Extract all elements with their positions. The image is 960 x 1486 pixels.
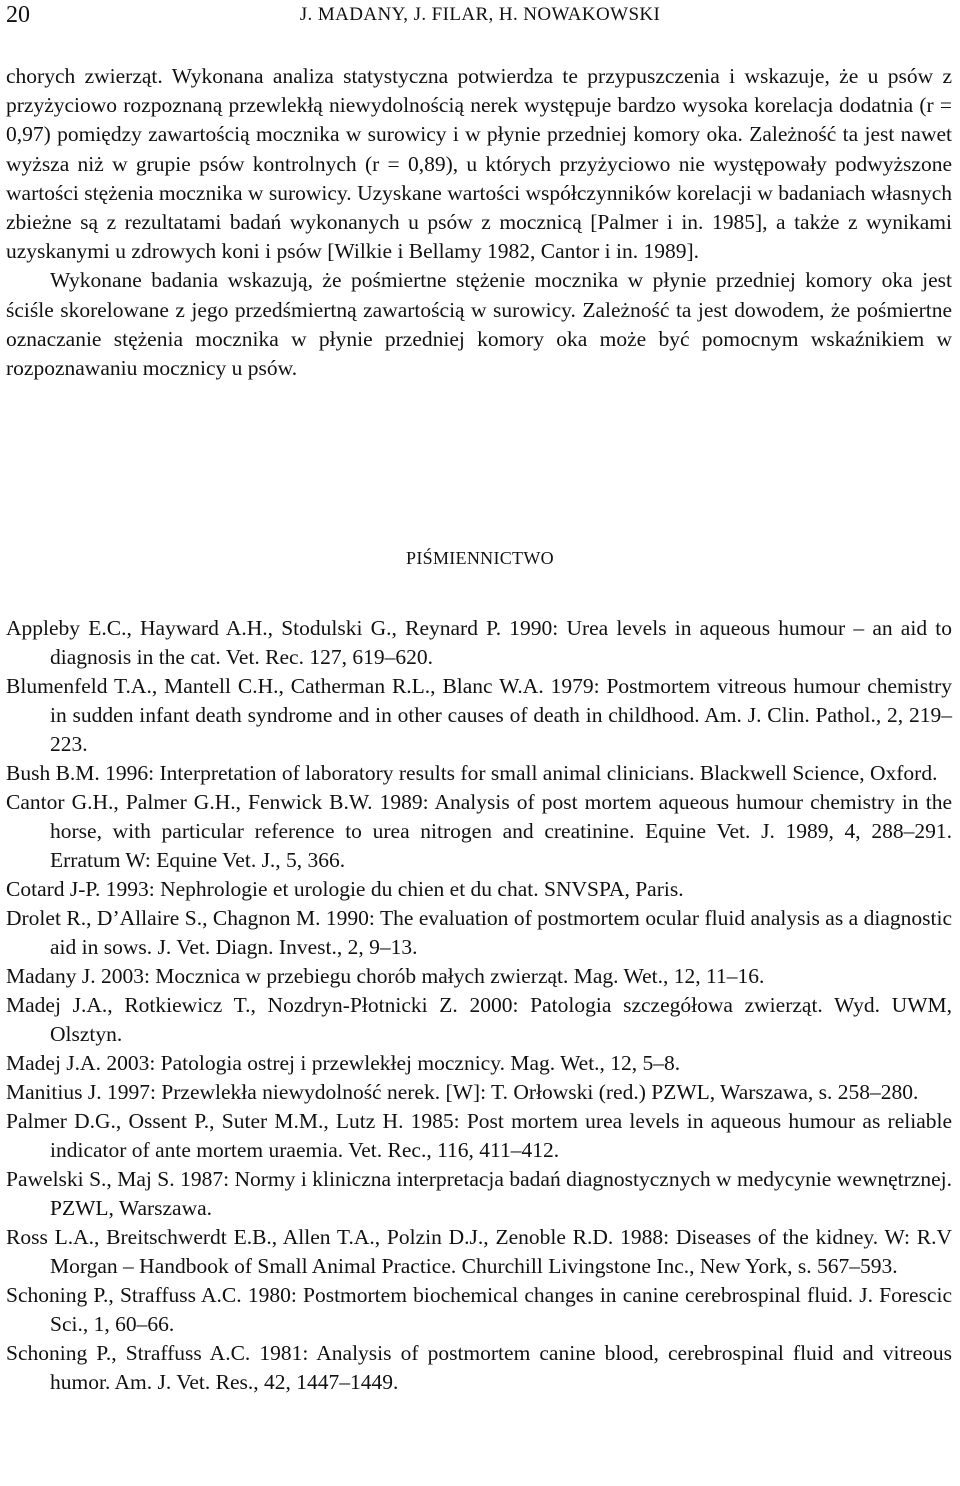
reference-item: Schoning P., Straffuss A.C. 1981: Analysis of postmortem canine blood, cerebrospinal fluid and vitreous humor. Am. J. Vet. Res., 42, 1447–1449. [6, 1341, 952, 1394]
paragraph: chorych zwierząt. Wykonana analiza statystyczna potwierdza te przypuszczenia i wskazuje, że u psów z przyżyciowo rozpoznaną przewlekłą niewydolnością nerek występuje bardzo wysoka korelacja dodatnia (r = 0,97) pomiędzy zawartością mocznika w surowicy i w płynie przedniej komory oka. Zależność ta jest nawet wyższa niż w grupie psów kontrolnych (r = 0,89), u których przyżyciowo nie występowały podwyższone wartości stężenia mocznika w surowicy. Uzyskane wartości współczynników korelacji w badaniach własnych zbieżne są z rezultatami badań wykonanych u psów z mocznicą [Palmer i in. 1985], a także z wynikami uzyskanymi u zdrowych koni i psów [Wilkie i Bellamy 1982, Cantor i in. 1989]. [6, 64, 952, 264]
reference-item: Schoning P., Straffuss A.C. 1980: Postmortem biochemical changes in canine cerebrospinal fluid. J. Forescic Sci., 1, 60–66. [6, 1283, 952, 1336]
reference-item: Ross L.A., Breitschwerdt E.B., Allen T.A., Polzin D.J., Zenoble R.D. 1988: Diseases of the kidney. W: R.V Morgan – Handbook of Small Animal Practice. Churchill Livingstone Inc., New York, s. 567–593. [6, 1225, 952, 1278]
reference-item: Drolet R., D’Allaire S., Chagnon M. 1990: The evaluation of postmortem ocular fluid analysis as a diagnostic aid in sows. J. Vet. Diagn. Invest., 2, 9–13. [6, 906, 952, 959]
reference-item: Palmer D.G., Ossent P., Suter M.M., Lutz H. 1985: Post mortem urea levels in aqueous humour as reliable indicator of ante mortem uraemia. Vet. Rec., 116, 411–412. [6, 1109, 952, 1162]
reference-item: Blumenfeld T.A., Mantell C.H., Catherman R.L., Blanc W.A. 1979: Postmortem vitreous humour chemistry in sudden infant death syndrome and in other causes of death in childhood. Am. J. Clin. Pathol., 2, 219–223. [6, 674, 952, 756]
page-header [0, 0, 960, 40]
references-heading: PIŚMIENNICTWO [406, 548, 554, 568]
page-number: 20 [6, 2, 30, 28]
reference-list [6, 614, 952, 1397]
reference-item: Pawelski S., Maj S. 1987: Normy i kliniczna interpretacja badań diagnostycznych w medycynie wewnętrznej. PZWL, Warszawa. [6, 1167, 952, 1220]
reference-item: Cantor G.H., Palmer G.H., Fenwick B.W. 1989: Analysis of post mortem aqueous humour chemistry in the horse, with particular reference to urea nitrogen and creatinine. Equine Vet. J. 1989, 4, 288–291. Erratum W: Equine Vet. J., 5, 366. [6, 790, 952, 872]
reference-item: Madany J. 2003: Mocznica w przebiegu chorób małych zwierząt. Mag. Wet., 12, 11–16. [6, 964, 765, 988]
reference-item: Bush B.M. 1996: Interpretation of laboratory results for small animal clinicians. Blackwell Science, Oxford. [6, 761, 938, 785]
reference-item: Appleby E.C., Hayward A.H., Stodulski G., Reynard P. 1990: Urea levels in aqueous humour – an aid to diagnosis in the cat. Vet. Rec. 127, 619–620. [6, 616, 952, 669]
paragraph: Wykonane badania wskazują, że pośmiertne stężenie mocznika w płynie przedniej komory oka jest ściśle skorelowane z jego przedśmiertną zawartością w surowicy. Zależność ta jest dowodem, że pośmiertne oznaczanie stężenia mocznika w płynie przedniej komory oka może być pomocnym wskaźnikiem w rozpoznawaniu mocznicy u psów. [6, 268, 952, 381]
reference-item: Madej J.A., Rotkiewicz T., Nozdryn-Płotnicki Z. 2000: Patologia szczegółowa zwierząt. Wyd. UWM, Olsztyn. [6, 993, 952, 1046]
running-head: J. MADANY, J. FILAR, H. NOWAKOWSKI [299, 4, 661, 25]
reference-item: Madej J.A. 2003: Patologia ostrej i przewlekłej mocznicy. Mag. Wet., 12, 5–8. [6, 1051, 681, 1075]
reference-item: Cotard J-P. 1993: Nephrologie et urologie du chien et du chat. SNVSPA, Paris. [6, 877, 684, 901]
reference-item: Manitius J. 1997: Przewlekła niewydolność nerek. [W]: T. Orłowski (red.) PZWL, Warszawa, s. 258–280. [6, 1080, 919, 1104]
body-text [6, 62, 952, 383]
